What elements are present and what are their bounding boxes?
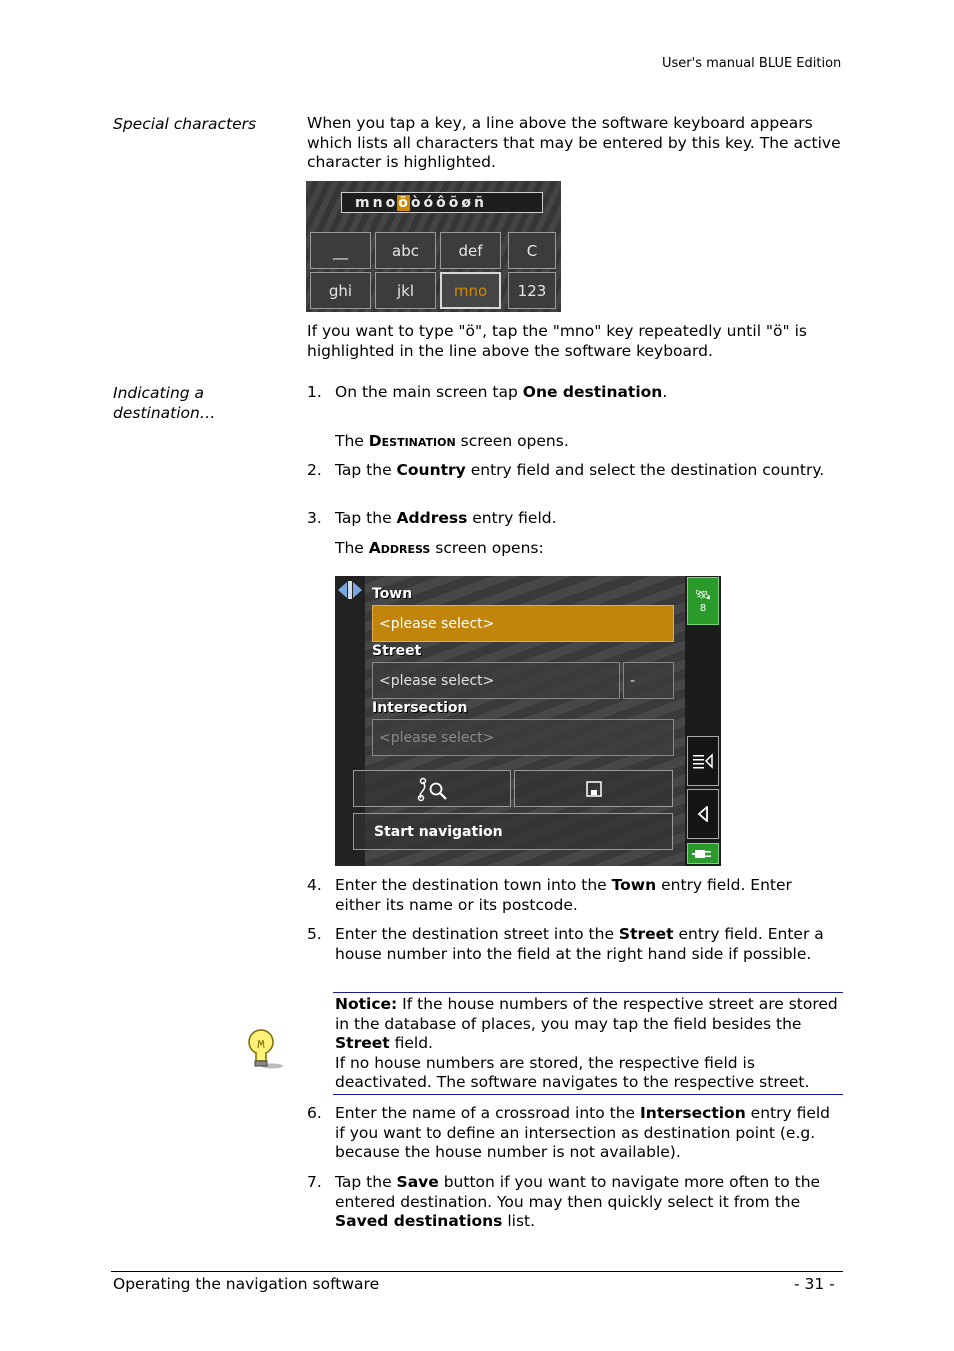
key-space[interactable]: __ [310, 232, 371, 269]
special-after: If you want to type "ö", tap the "mno" key repeatedly until "ö" is highlighted in the line above the software keyboard. [307, 322, 807, 360]
intersection-label: Intersection [372, 700, 468, 716]
save-icon [586, 781, 602, 797]
list-menu-button[interactable] [687, 736, 719, 786]
key-def[interactable]: def [440, 232, 501, 269]
char-active: ö [398, 194, 409, 211]
notice-rule-top [333, 992, 843, 993]
key-abc[interactable]: abc [375, 232, 436, 269]
step-number: 3. [307, 509, 322, 527]
footer-rule [111, 1271, 843, 1272]
step-3: Tap the Address entry field. [335, 509, 557, 527]
start-navigation-button[interactable]: Start navigation [353, 813, 673, 850]
step-4: Enter the destination town into the Town entry field. Enter either its name or its postcode. [335, 876, 792, 914]
step-1-result: The Destination screen opens. [335, 432, 569, 450]
notice-text: Notice: If the house numbers of the respective street are stored in the database of places, you may tap the field besides the Street field. If no house numbers are stored, the respective field is deactivated. The software navigates to the respective street. [335, 995, 838, 1091]
char: o [385, 194, 397, 211]
save-button[interactable] [514, 770, 673, 807]
running-header: User's manual BLUE Edition [662, 56, 842, 71]
step-number: 2. [307, 461, 322, 479]
gps-status-button[interactable]: 🛰 8 [687, 577, 719, 625]
char: ó [423, 194, 435, 211]
step-5: Enter the destination street into the Street entry field. Enter a house number into the field at the right hand side if possible. [335, 925, 824, 963]
key-jkl[interactable]: jkl [375, 272, 436, 309]
page-number: - 31 - [794, 1275, 835, 1293]
character-line [341, 192, 543, 213]
side-label-destination: Indicating a destination… [113, 384, 216, 422]
step-2: Tap the Country entry field and select the destination country. [335, 461, 825, 479]
address-screenshot [335, 576, 721, 866]
char: ñ [473, 194, 485, 211]
back-button[interactable] [687, 789, 719, 839]
power-status-button[interactable] [687, 843, 719, 864]
town-label: Town [372, 586, 413, 602]
char: ø [461, 194, 472, 211]
step-7: Tap the Save button if you want to navigate more often to the entered destination. You may then quickly select it from the Saved destinations list. [335, 1173, 821, 1230]
char: ò [410, 194, 422, 211]
street-field[interactable]: <please select> [372, 662, 620, 699]
menu-list-icon [693, 753, 713, 769]
step-number: 7. [307, 1173, 322, 1191]
char: ô [436, 194, 447, 211]
town-field[interactable]: <please select> [372, 605, 674, 642]
step-1: On the main screen tap One destination. [335, 383, 668, 401]
key-clear[interactable]: C [508, 232, 556, 269]
route-search-icon [415, 776, 449, 802]
char: n [372, 194, 384, 211]
step-3-result: The Address screen opens: [335, 539, 544, 557]
street-label: Street [372, 643, 422, 659]
char: m [355, 194, 371, 211]
lightbulb-icon [244, 1026, 284, 1074]
step-number: 4. [307, 876, 322, 894]
plug-icon [692, 847, 714, 861]
step-number: 5. [307, 925, 322, 943]
satellite-icon: 🛰 [694, 587, 712, 603]
notice-rule-bottom [333, 1094, 843, 1095]
step-number: 1. [307, 383, 322, 401]
step-number: 6. [307, 1104, 322, 1122]
side-label-special: Special characters [113, 115, 257, 133]
footer-chapter: Operating the navigation software [113, 1275, 380, 1293]
char: õ [448, 194, 460, 211]
swap-arrows-icon[interactable] [338, 580, 362, 604]
key-123[interactable]: 123 [508, 272, 556, 309]
search-poi-button[interactable] [353, 770, 511, 807]
key-mno[interactable]: mno [440, 272, 501, 309]
intersection-field[interactable]: <please select> [372, 719, 674, 756]
key-ghi[interactable]: ghi [310, 272, 371, 309]
house-number-field[interactable]: - [623, 662, 674, 699]
back-arrow-icon [697, 806, 709, 822]
special-intro: When you tap a key, a line above the software keyboard appears which lists all characters that may be entered by this key. The active character is highlighted. [307, 114, 841, 171]
keyboard-screenshot [306, 181, 561, 312]
step-6: Enter the name of a crossroad into the Intersection entry field if you want to define an intersection as destination point (e.g. because the house number is not available). [335, 1104, 831, 1161]
